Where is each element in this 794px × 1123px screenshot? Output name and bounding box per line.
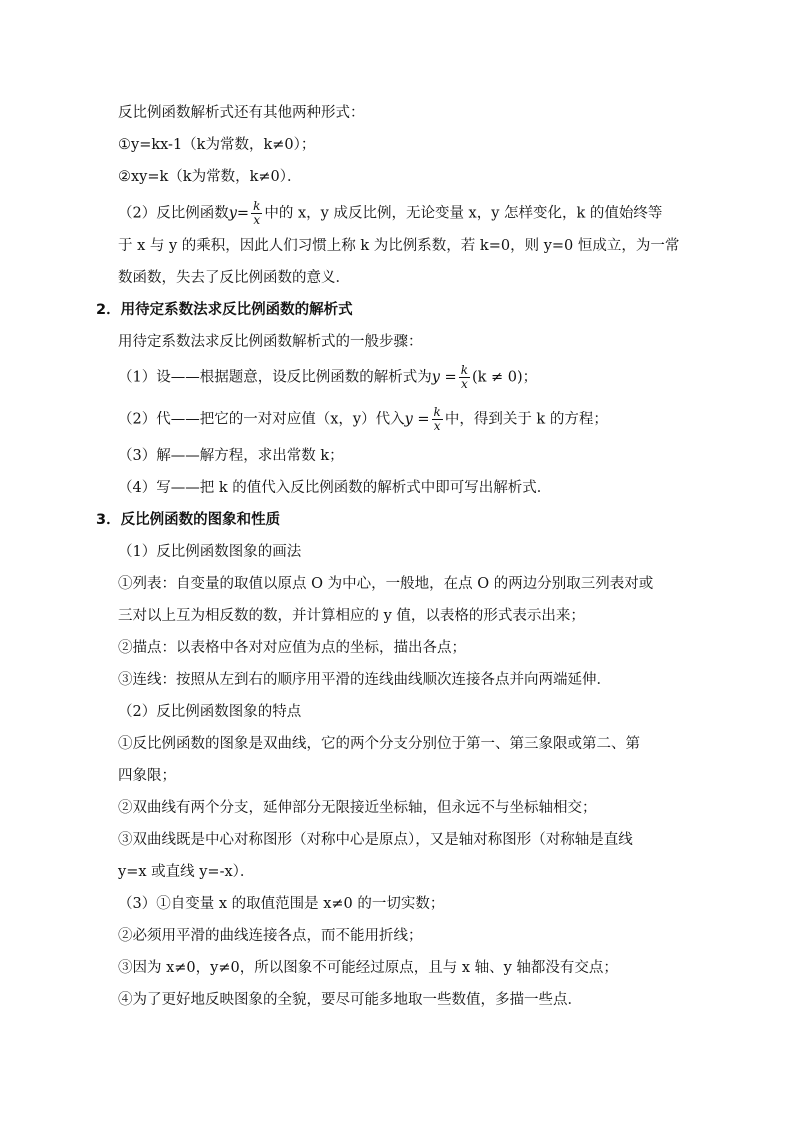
text-line-20: ①反比例函数的图象是双曲线，它的两个分支分别位于第一、第三象限或第二、第 (118, 736, 640, 752)
text-line-25: （3）①自变量 x 的取值范围是 x≠0 的一切实数； (118, 896, 445, 912)
text-line-28: ④为了更好地反映图象的全貌，要尽可能多地取一些数值，多描一些点． (118, 992, 582, 1008)
section-heading-2: 2．用待定系数法求反比例函数的解析式 (96, 302, 353, 318)
text-line-11: （3）解——解方程，求出常数 k； (118, 448, 344, 464)
text-line-9-c: (k ≠ 0)； (471, 369, 538, 386)
fraction-numerator: k (460, 363, 468, 377)
fraction-k-over-x (432, 406, 443, 433)
text-line-10-a: （2）代——把它的一对对应值（x，y）代入 (118, 411, 405, 428)
fraction-numerator: k (433, 405, 441, 419)
text-line-4-c: 中的 x，y 成反比例，无论变量 x，y 怎样变化，k 的值始终等 (264, 205, 663, 222)
text-line-18: ③连线：按照从左到右的顺序用平滑的连线曲线顺次连接各点并向两端延伸． (118, 672, 611, 688)
text-line-3: ②xy=k（k为常数，k≠0）． (118, 169, 302, 185)
text-line-15: ①列表：自变量的取值以原点 O 为中心，一般地，在点 O 的两边分别取三列表对或 (118, 576, 654, 592)
text-line-9 (118, 364, 537, 391)
text-line-22: ②双曲线有两个分支，延伸部分无限接近坐标轴，但永远不与坐标轴相交； (118, 800, 597, 816)
text-line-17: ②描点：以表格中各对对应值为点的坐标，描出各点； (118, 640, 466, 656)
text-line-9-b: y = (431, 369, 457, 386)
fraction-numerator: k (253, 199, 261, 213)
text-line-21: 四象限； (118, 768, 176, 784)
fraction-k-over-x (251, 200, 262, 227)
section-heading-3: 3．反比例函数的图象和性质 (96, 512, 281, 528)
text-line-1: 反比例函数解析式还有其他两种形式： (118, 105, 365, 121)
fraction-denominator: x (253, 213, 261, 227)
fraction-k-over-x (459, 364, 470, 391)
text-line-19: （2）反比例函数图象的特点 (118, 704, 302, 720)
text-line-10-b: y = (404, 411, 430, 428)
text-line-10 (118, 406, 608, 433)
fraction-denominator: x (433, 419, 441, 433)
fraction-denominator: x (460, 377, 468, 391)
text-line-9-a: （1）设——根据题意，设反比例函数的解析式为 (118, 369, 432, 386)
text-line-10-c: 中，得到关于 k 的方程； (444, 411, 608, 428)
text-line-4-a: （2）反比例函数 (118, 205, 229, 222)
text-line-23: ③双曲线既是中心对称图形（对称中心是原点），又是轴对称图形（对称轴是直线 (118, 832, 633, 848)
text-line-24: y=x 或直线 y=-x）． (118, 864, 255, 880)
text-line-5: 于 x 与 y 的乘积，因此人们习惯上称 k 为比例系数，若 k=0，则 y=0 恒成立，为一常 (118, 238, 680, 254)
text-line-26: ②必须用平滑的曲线连接各点，而不能用折线； (118, 928, 423, 944)
text-line-8: 用待定系数法求反比例函数解析式的一般步骤： (118, 334, 423, 350)
text-line-6: 数函数，失去了反比例函数的意义． (118, 270, 350, 286)
text-line-27: ③因为 x≠0，y≠0，所以图象不可能经过原点，且与 x 轴、y 轴都没有交点； (118, 960, 618, 976)
text-line-2: ①y=kx-1（k为常数，k≠0）； (118, 137, 316, 153)
text-line-12: （4）写——把 k 的值代入反比例函数的解析式中即可写出解析式． (118, 480, 552, 496)
text-line-4 (118, 200, 662, 227)
text-line-16: 三对以上互为相反数的数，并计算相应的 y 值，以表格的形式表示出来； (118, 608, 585, 624)
text-line-14: （1）反比例函数图象的画法 (118, 544, 302, 560)
text-line-4-b: y= (228, 205, 250, 222)
